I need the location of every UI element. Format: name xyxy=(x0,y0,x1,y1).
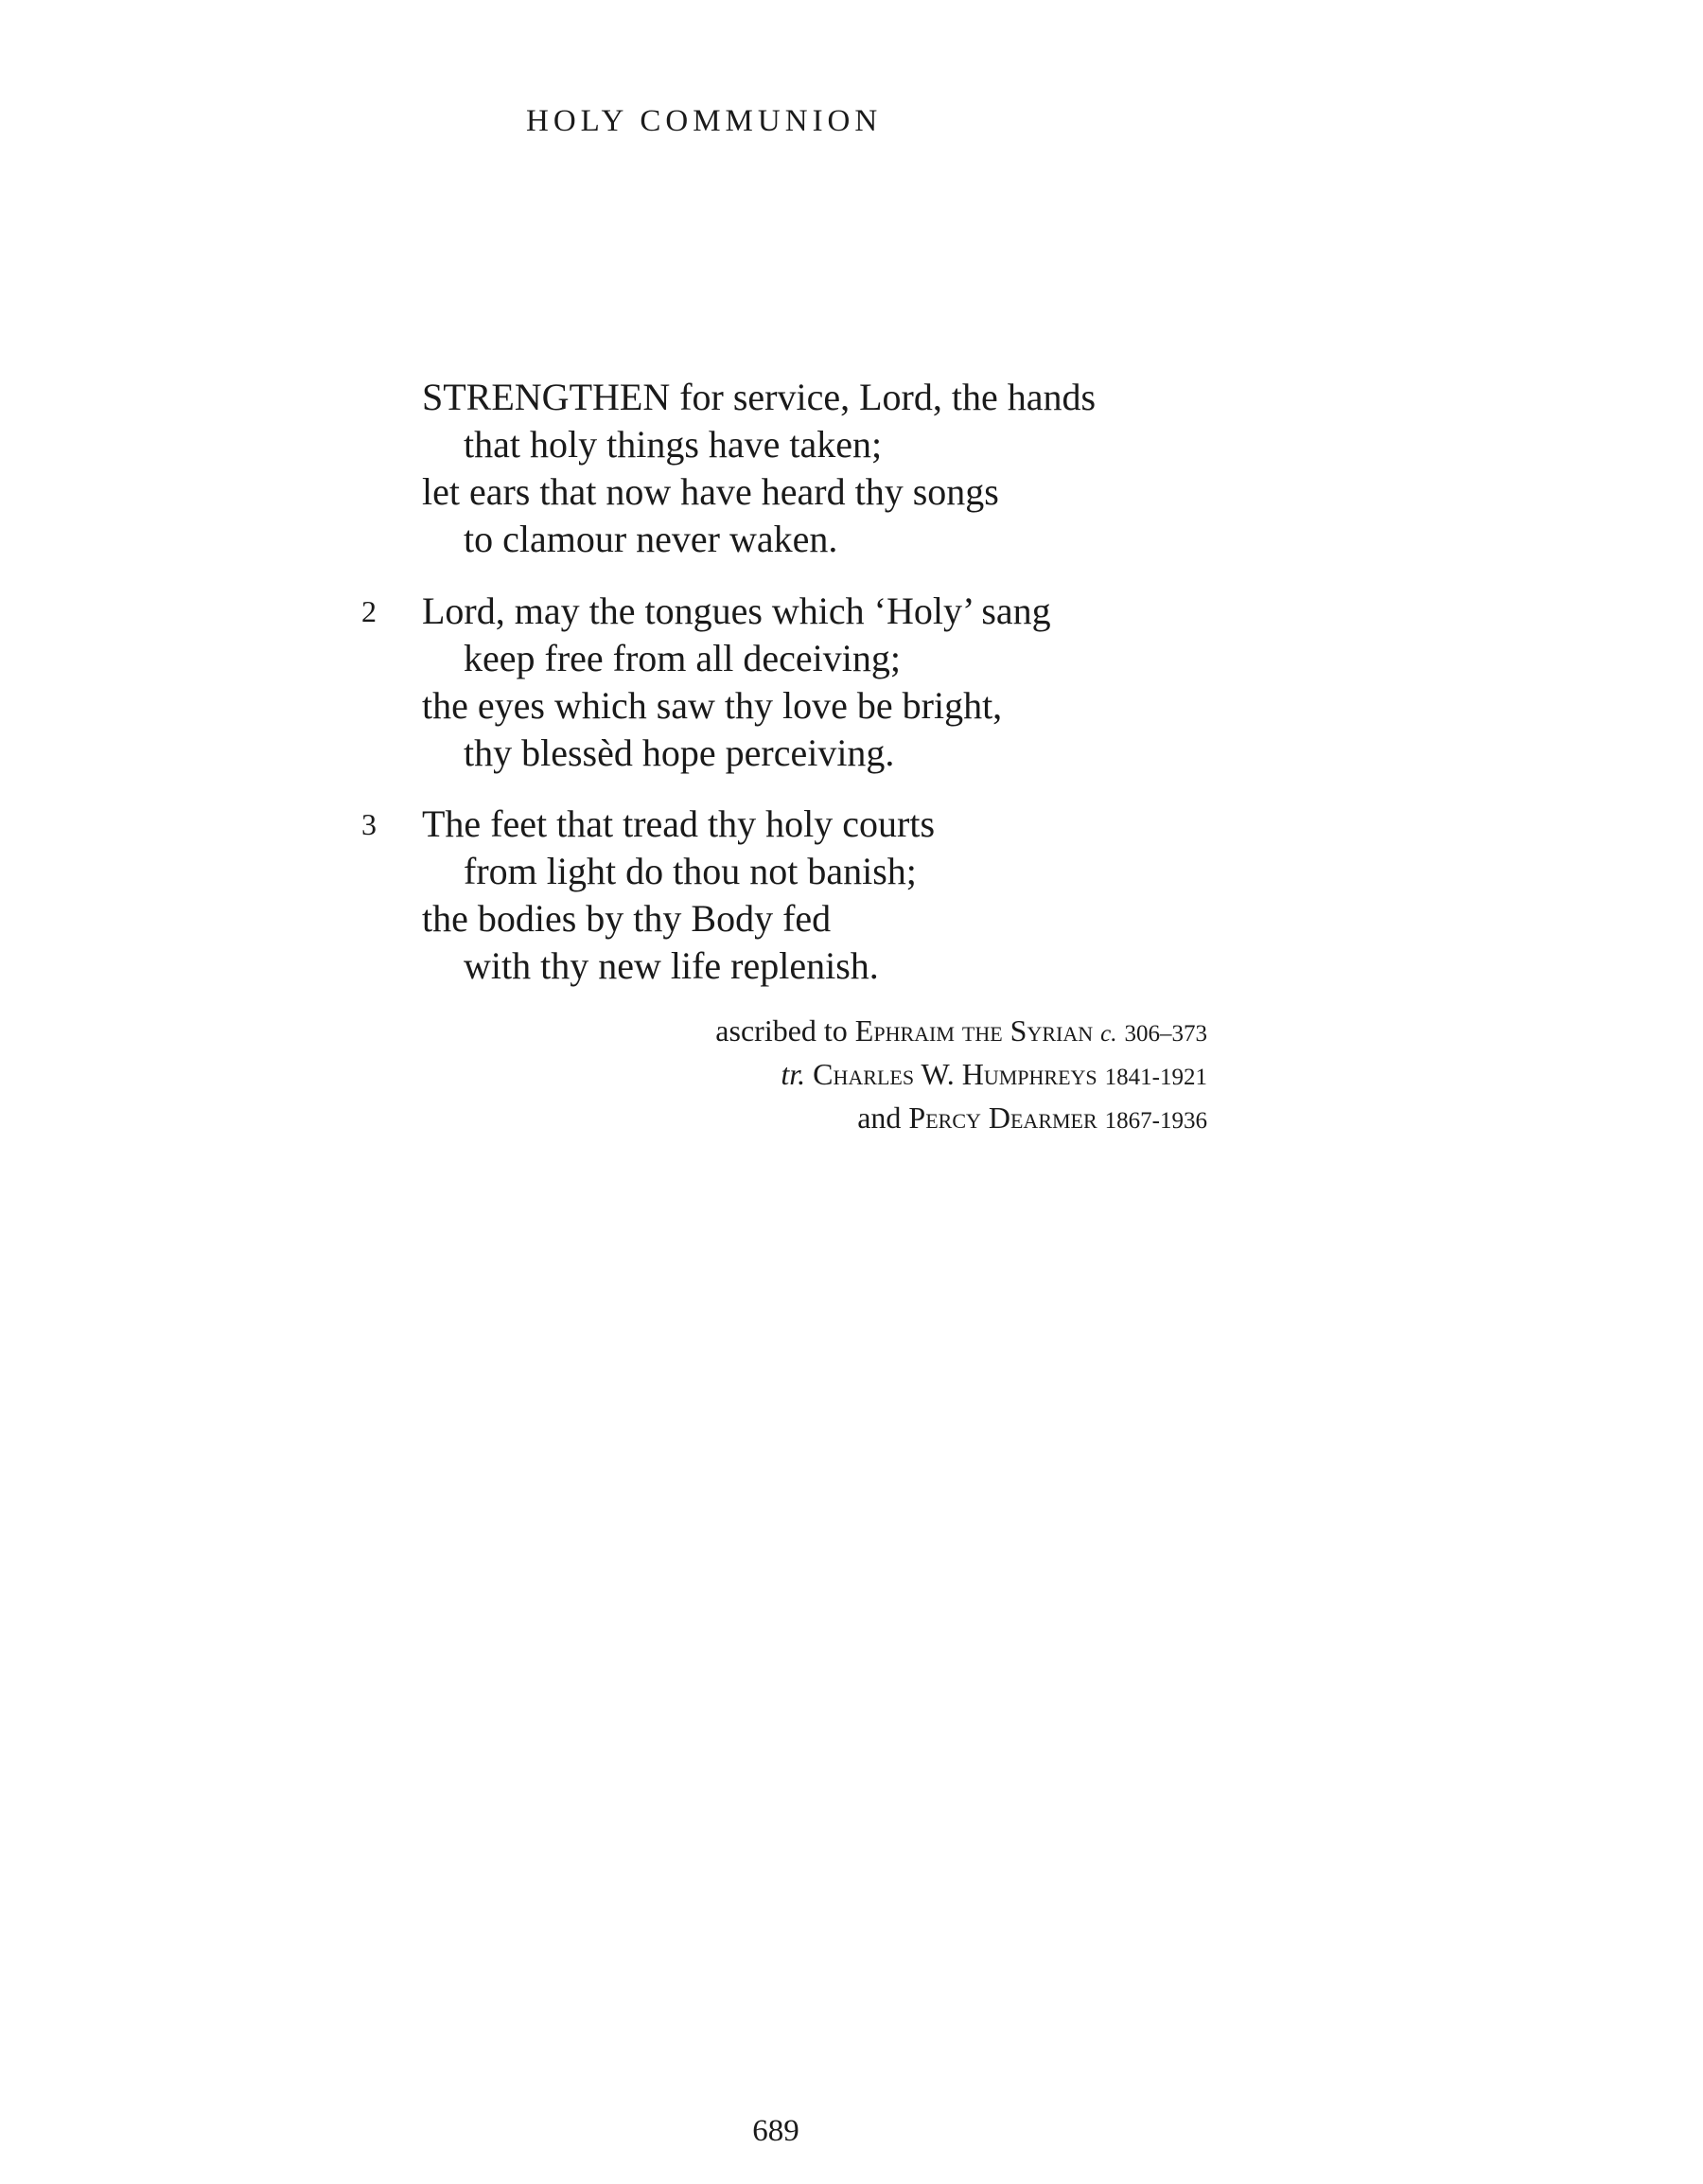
verse-line: the bodies by thy Body fed xyxy=(422,897,832,940)
verse-line: keep free from all deceiving; xyxy=(464,637,901,679)
verse-line: the eyes which saw thy love be bright, xyxy=(422,684,1003,727)
attribution-prefix: ascribed to xyxy=(715,1013,855,1048)
translator-dates: 1841-1921 xyxy=(1104,1065,1207,1090)
attribution xyxy=(715,1011,1207,1141)
attribution-author-line xyxy=(715,1011,1207,1054)
verse-line: from light do thou not banish; xyxy=(464,850,917,892)
verse-line: The feet that tread thy holy courts xyxy=(422,802,936,845)
verse-line: that holy things have taken; xyxy=(464,423,883,466)
verse-line: to clamour never waken. xyxy=(464,518,838,560)
attribution-cotranslator-line xyxy=(715,1098,1207,1141)
verse-line: thy blessèd hope perceiving. xyxy=(464,731,895,774)
translator-prefix: tr. xyxy=(781,1057,806,1091)
circa-mark: c. xyxy=(1100,1021,1117,1047)
cotranslator-name: Percy Dearmer xyxy=(908,1101,1097,1135)
verse-line: let ears that now have heard thy songs xyxy=(422,470,999,513)
translator-name: Charles W. Humphreys xyxy=(813,1057,1097,1091)
page-number: 689 xyxy=(752,2114,799,2148)
attribution-translator-line xyxy=(715,1054,1207,1098)
verse-line: STRENGTHEN for service, Lord, the hands xyxy=(422,376,1097,418)
cotranslator-dates: 1867-1936 xyxy=(1104,1108,1207,1134)
author-dates: 306–373 xyxy=(1124,1021,1207,1047)
cotranslator-prefix: and xyxy=(857,1101,909,1135)
running-head: HOLY COMMUNION xyxy=(526,104,883,138)
author-name: Ephraim the Syrian xyxy=(854,1013,1094,1048)
verse-number: 2 xyxy=(361,594,377,628)
verse-line: Lord, may the tongues which ‘Holy’ sang xyxy=(422,590,1051,632)
verse-line: with thy new life replenish. xyxy=(464,944,879,987)
verse-number: 3 xyxy=(361,807,377,841)
